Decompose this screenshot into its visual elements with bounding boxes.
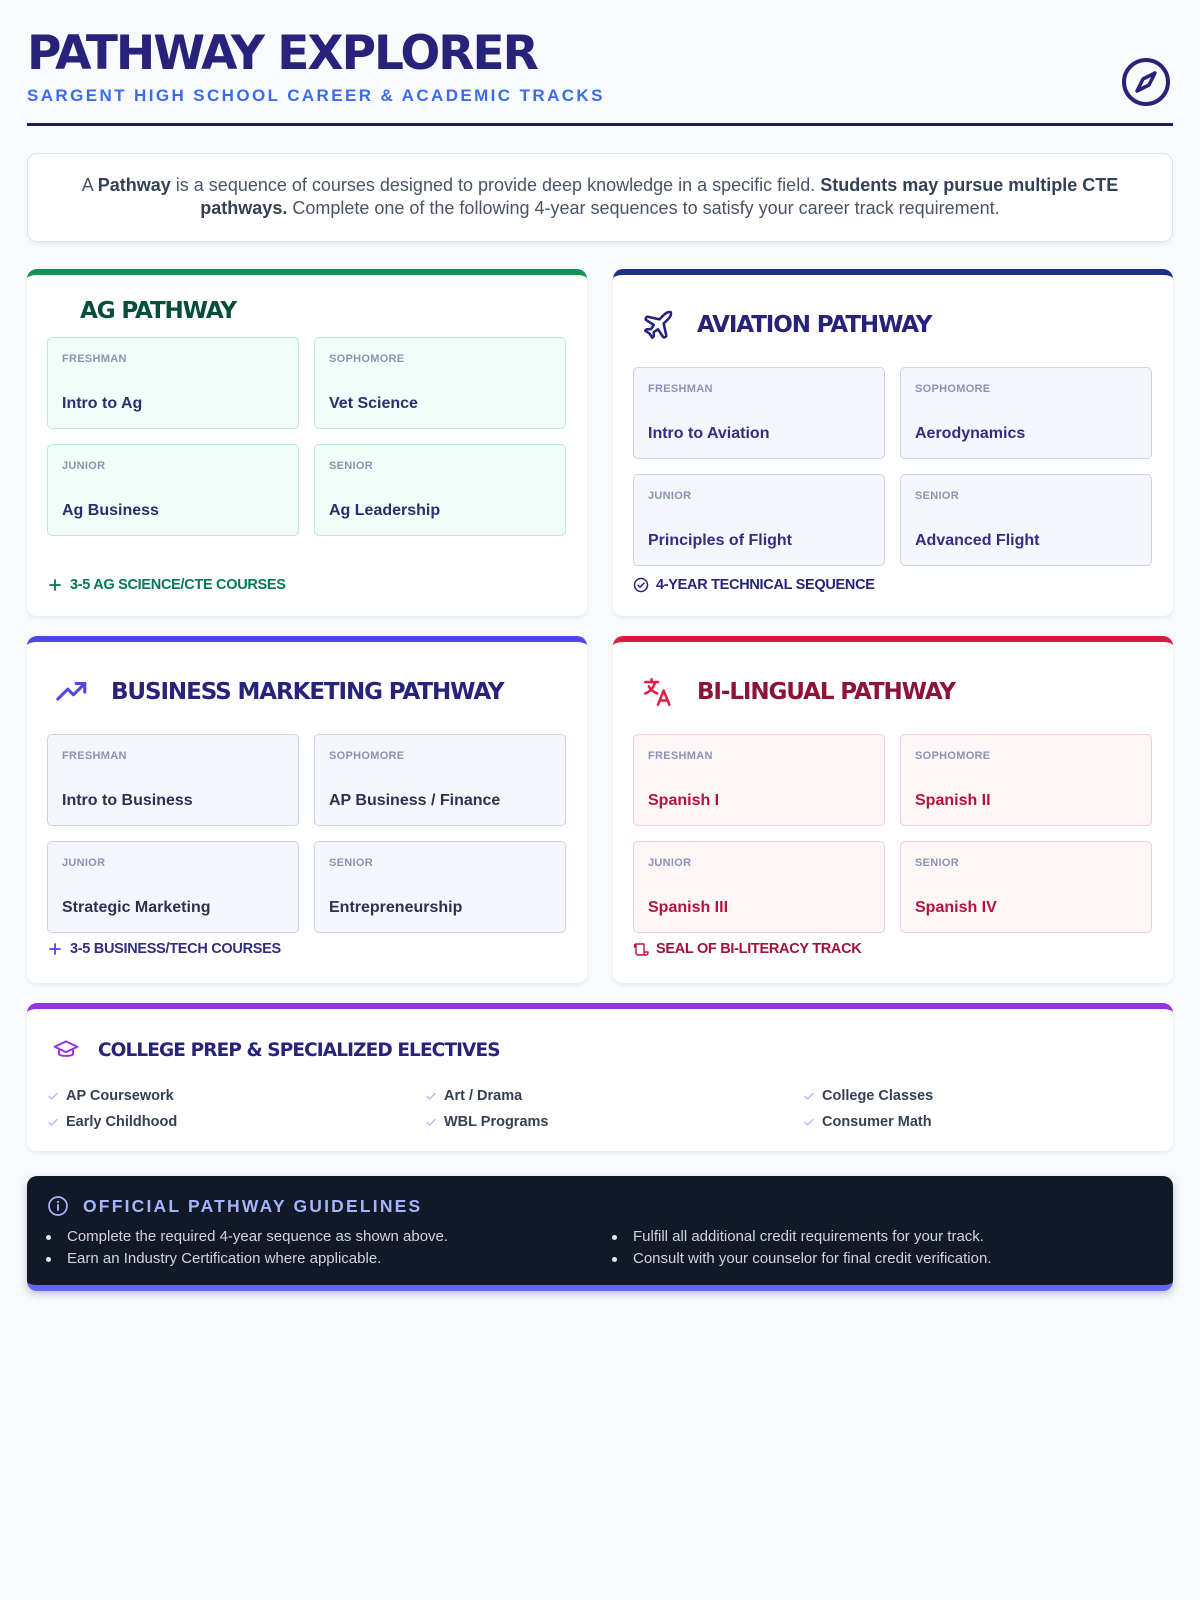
course-name: Strategic Marketing bbox=[62, 899, 211, 916]
course-year: SENIOR bbox=[915, 857, 959, 869]
trending-up-icon bbox=[55, 675, 89, 709]
compass-icon bbox=[1121, 57, 1171, 107]
electives-list bbox=[47, 1087, 1157, 1131]
card-footnote bbox=[633, 575, 875, 595]
course-name: Ag Business bbox=[62, 502, 159, 519]
course-year: JUNIOR bbox=[648, 857, 692, 869]
check-icon bbox=[803, 1090, 815, 1102]
card-header bbox=[641, 672, 955, 712]
business-marketing-pathway-card bbox=[27, 636, 587, 983]
intro-bold-pathway: Pathway bbox=[97, 175, 171, 195]
electives-title: COLLEGE PREP & SPECIALIZED ELECTIVES bbox=[98, 1039, 500, 1061]
course-freshman[interactable] bbox=[633, 734, 885, 826]
course-name: Entrepreneurship bbox=[329, 899, 463, 916]
page-subtitle: SARGENT HIGH SCHOOL CAREER & ACADEMIC TRACKS bbox=[27, 86, 605, 105]
guidelines-list-right bbox=[593, 1226, 992, 1269]
course-name: Spanish I bbox=[648, 792, 720, 809]
course-name: Aerodynamics bbox=[915, 425, 1026, 442]
card-header bbox=[641, 305, 931, 345]
check-icon bbox=[47, 1116, 59, 1128]
intro-box bbox=[27, 153, 1173, 242]
check-icon bbox=[803, 1116, 815, 1128]
course-grid bbox=[633, 367, 1153, 566]
course-freshman[interactable] bbox=[633, 367, 885, 459]
guideline-item: Earn an Industry Certification where applicable. bbox=[27, 1248, 448, 1270]
elective-label: Early Childhood bbox=[66, 1114, 178, 1130]
elective-label: College Classes bbox=[822, 1088, 934, 1104]
info-icon bbox=[47, 1195, 69, 1217]
elective-item bbox=[425, 1113, 803, 1131]
course-year: JUNIOR bbox=[62, 460, 106, 472]
course-freshman[interactable] bbox=[47, 734, 299, 826]
guideline-item: Consult with your counselor for final credit verification. bbox=[593, 1248, 992, 1270]
course-year: JUNIOR bbox=[62, 857, 106, 869]
course-year: SENIOR bbox=[329, 460, 373, 472]
guideline-item: Fulfill all additional credit requirements for your track. bbox=[593, 1226, 992, 1248]
intro-text: A bbox=[81, 175, 98, 195]
course-name: Intro to Ag bbox=[62, 395, 143, 412]
intro-text: Complete one of the following 4-year sequences to satisfy your career track requirement. bbox=[287, 198, 1000, 218]
card-title: BUSINESS MARKETING PATHWAY bbox=[111, 679, 504, 705]
course-junior[interactable] bbox=[633, 841, 885, 933]
course-year: SOPHOMORE bbox=[329, 353, 405, 365]
course-senior[interactable] bbox=[900, 474, 1152, 566]
guideline-item: Complete the required 4-year sequence as shown above. bbox=[27, 1226, 448, 1248]
intro-bold-multiple: Students may pursue multiple CTE pathways. bbox=[200, 175, 1119, 218]
plus-icon bbox=[47, 941, 63, 957]
course-sophomore[interactable] bbox=[314, 734, 566, 826]
course-senior[interactable] bbox=[314, 841, 566, 933]
course-grid bbox=[47, 337, 567, 536]
translate-icon bbox=[641, 675, 675, 709]
course-name: AP Business / Finance bbox=[329, 792, 501, 809]
footnote-text: SEAL OF BI-LITERACY TRACK bbox=[656, 941, 862, 957]
course-grid bbox=[633, 734, 1153, 933]
course-name: Spanish IV bbox=[915, 899, 997, 916]
elective-item bbox=[803, 1113, 1157, 1131]
ag-pathway-card bbox=[27, 269, 587, 616]
page-title: PATHWAY EXPLORER bbox=[27, 26, 537, 81]
aviation-pathway-card bbox=[613, 269, 1173, 616]
course-year: JUNIOR bbox=[648, 490, 692, 502]
course-year: SENIOR bbox=[915, 490, 959, 502]
elective-label: Art / Drama bbox=[444, 1088, 523, 1104]
course-name: Spanish II bbox=[915, 792, 991, 809]
card-title: BI-LINGUAL PATHWAY bbox=[697, 679, 955, 705]
course-name: Spanish III bbox=[648, 899, 729, 916]
electives-header bbox=[53, 1037, 500, 1063]
guidelines-header bbox=[47, 1195, 422, 1217]
course-junior[interactable] bbox=[47, 841, 299, 933]
course-name: Intro to Business bbox=[62, 792, 193, 809]
check-icon bbox=[47, 1090, 59, 1102]
card-header bbox=[80, 291, 236, 331]
course-senior[interactable] bbox=[314, 444, 566, 536]
course-sophomore[interactable] bbox=[314, 337, 566, 429]
guidelines-panel bbox=[27, 1176, 1173, 1291]
course-sophomore[interactable] bbox=[900, 734, 1152, 826]
plus-icon bbox=[47, 577, 63, 593]
course-year: SENIOR bbox=[329, 857, 373, 869]
elective-label: WBL Programs bbox=[444, 1114, 549, 1130]
electives-card bbox=[27, 1003, 1173, 1151]
course-junior[interactable] bbox=[633, 474, 885, 566]
course-name: Ag Leadership bbox=[329, 502, 441, 519]
card-title: AG PATHWAY bbox=[80, 298, 236, 324]
page bbox=[27, 0, 1173, 1267]
course-freshman[interactable] bbox=[47, 337, 299, 429]
course-name: Intro to Aviation bbox=[648, 425, 770, 442]
check-circle-icon bbox=[633, 577, 649, 593]
footnote-text: 3-5 AG SCIENCE/CTE COURSES bbox=[70, 577, 286, 593]
course-sophomore[interactable] bbox=[900, 367, 1152, 459]
guidelines-title: OFFICIAL PATHWAY GUIDELINES bbox=[83, 1195, 423, 1216]
course-year: FRESHMAN bbox=[62, 353, 127, 365]
course-year: FRESHMAN bbox=[62, 750, 127, 762]
course-year: SOPHOMORE bbox=[915, 383, 991, 395]
elective-item bbox=[425, 1087, 803, 1105]
course-year: SOPHOMORE bbox=[915, 750, 991, 762]
graduation-cap-icon bbox=[53, 1037, 79, 1063]
elective-label: Consumer Math bbox=[822, 1114, 932, 1130]
page-header bbox=[27, 0, 1173, 126]
elective-item bbox=[47, 1087, 425, 1105]
check-icon bbox=[425, 1090, 437, 1102]
course-name: Principles of Flight bbox=[648, 532, 793, 549]
bilingual-pathway-card bbox=[613, 636, 1173, 983]
footnote-text: 3-5 BUSINESS/TECH COURSES bbox=[70, 941, 281, 957]
scroll-icon bbox=[633, 941, 649, 957]
course-year: FRESHMAN bbox=[648, 750, 713, 762]
course-name: Advanced Flight bbox=[915, 532, 1040, 549]
elective-label: AP Coursework bbox=[66, 1088, 174, 1104]
check-icon bbox=[425, 1116, 437, 1128]
course-year: SOPHOMORE bbox=[329, 750, 405, 762]
card-header bbox=[55, 672, 503, 712]
card-footnote bbox=[633, 939, 861, 959]
elective-item bbox=[47, 1113, 425, 1131]
card-footnote bbox=[47, 575, 286, 595]
card-footnote bbox=[47, 939, 281, 959]
elective-item bbox=[803, 1087, 1157, 1105]
intro-text: is a sequence of courses designed to provide deep knowledge in a specific field. bbox=[170, 175, 821, 195]
course-junior[interactable] bbox=[47, 444, 299, 536]
course-senior[interactable] bbox=[900, 841, 1152, 933]
course-name: Vet Science bbox=[329, 395, 418, 412]
course-year: FRESHMAN bbox=[648, 383, 713, 395]
course-grid bbox=[47, 734, 567, 933]
airplane-icon bbox=[641, 308, 675, 342]
footnote-text: 4-YEAR TECHNICAL SEQUENCE bbox=[656, 577, 875, 593]
card-title: AVIATION PATHWAY bbox=[697, 312, 932, 338]
guidelines-list-left bbox=[27, 1226, 448, 1269]
